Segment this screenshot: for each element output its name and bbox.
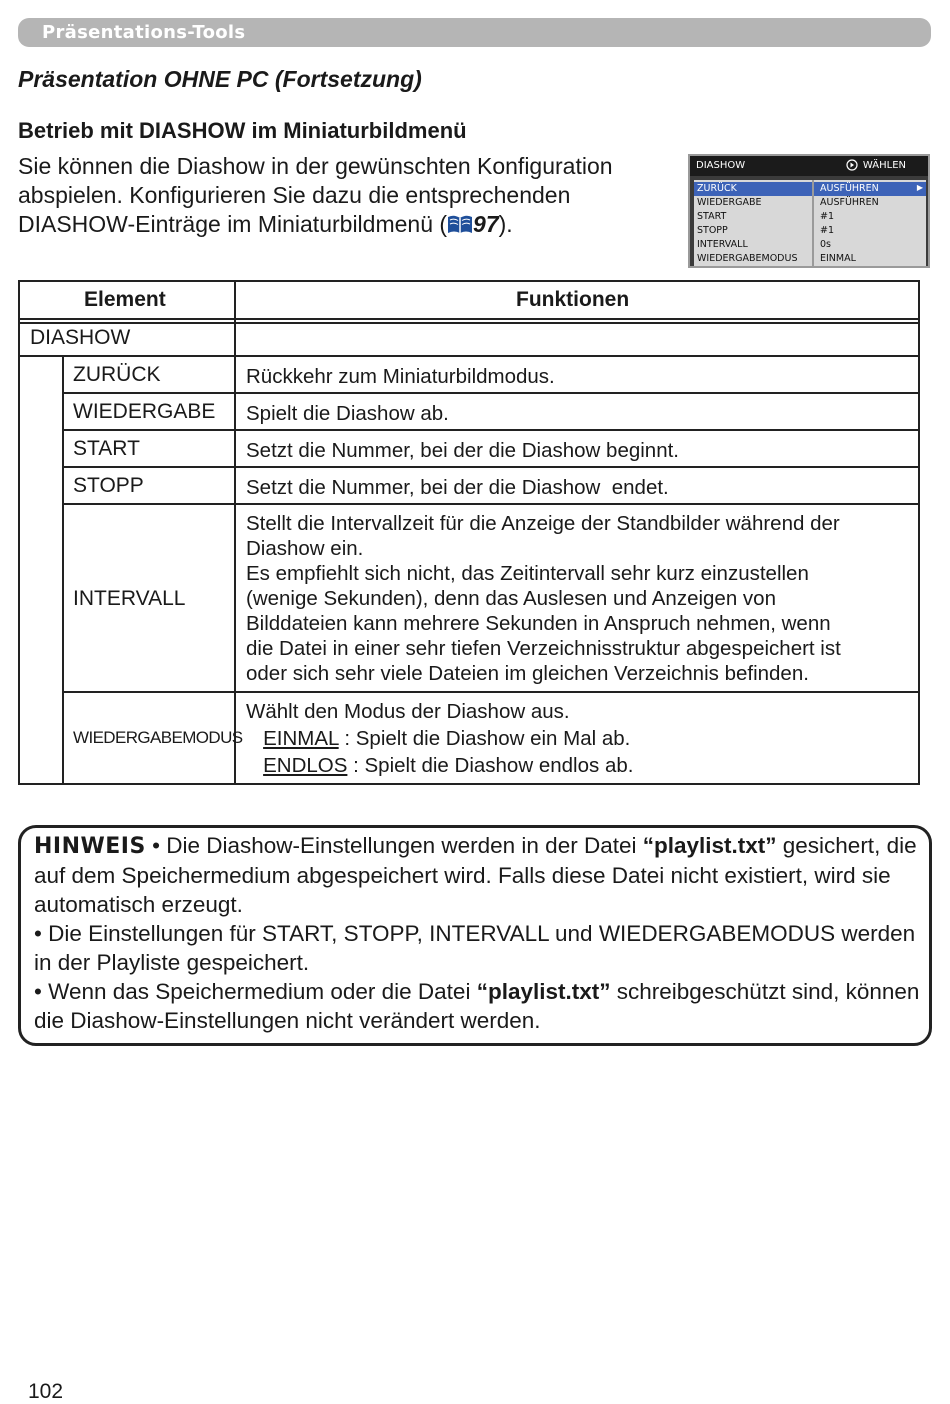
section-header-bar bbox=[18, 18, 931, 47]
function-text-line: Es empfiehlt sich nicht, das Zeitintervall sehr kurz einzustellen bbox=[246, 562, 809, 585]
element-start: START bbox=[73, 437, 140, 460]
note-box bbox=[18, 825, 932, 1046]
menu-row-value: EINMAL bbox=[820, 253, 856, 264]
function-text-line: die Datei in einer sehr tiefen Verzeichnisstruktur abgespeichert ist bbox=[246, 637, 841, 660]
header-functions: Funktionen bbox=[516, 288, 630, 311]
element-wiedergabemodus: WIEDERGABEMODUS bbox=[73, 728, 243, 747]
function-text-line: Bilddateien kann mehrere Sekunden in Anspruch nehmen, wenn bbox=[246, 612, 831, 635]
note-filename-2: “playlist.txt” bbox=[476, 979, 611, 1004]
intro-paragraph bbox=[18, 152, 678, 239]
menu-row-key: ZURÜCK bbox=[697, 183, 737, 194]
menu-select-hint: WÄHLEN bbox=[862, 160, 906, 171]
note-p3-post: schreibgeschützt sind, können die Diashow-Einstellungen nicht verändert werden. bbox=[34, 979, 920, 1033]
note-p1-post: gesichert, die auf dem Speichermedium abgespeichert wird. Falls diese Datei nicht existiert, wird sie automatisch erzeugt. bbox=[34, 833, 917, 917]
function-text-line: Wählt den Modus der Diashow aus. bbox=[246, 700, 570, 723]
note-p1-pre: • Die Diashow-Einstellungen werden in der Datei bbox=[145, 833, 643, 858]
group-diashow: DIASHOW bbox=[30, 326, 131, 349]
function-text-line: (wenige Sekunden), denn das Auslesen und Anzeigen von bbox=[246, 587, 776, 610]
table-header-rule-2 bbox=[20, 322, 918, 324]
page-number: 102 bbox=[28, 1380, 64, 1403]
intro-line-3-end: ). bbox=[498, 211, 513, 237]
option-endlos: ENDLOS bbox=[263, 754, 348, 777]
menu-row-value: AUSFÜHREN bbox=[820, 197, 879, 208]
table-row-rule bbox=[62, 429, 918, 431]
note-p3-pre: • Wenn das Speichermedium oder die Datei bbox=[34, 979, 477, 1004]
diashow-functions-table bbox=[18, 280, 920, 785]
option-desc: : Spielt die Diashow endlos ab. bbox=[347, 754, 634, 777]
menu-row-value: #1 bbox=[820, 211, 835, 222]
menu-row-key: WIEDERGABE bbox=[697, 197, 762, 208]
arrow-right-icon: ▶ bbox=[916, 183, 923, 192]
menu-row-key: WIEDERGABEMODUS bbox=[697, 253, 798, 264]
menu-header bbox=[690, 156, 928, 176]
menu-body bbox=[694, 180, 926, 266]
table-row-rule bbox=[62, 466, 918, 468]
element-zurueck: ZURÜCK bbox=[73, 363, 161, 386]
intro-line-2: abspielen. Konfigurieren Sie dazu die entsprechenden bbox=[18, 182, 571, 208]
diashow-menu-screenshot bbox=[688, 154, 930, 268]
select-button-icon bbox=[846, 159, 858, 171]
function-start: Setzt die Nummer, bei der die Diashow beginnt. bbox=[246, 439, 680, 462]
element-stopp: STOPP bbox=[73, 474, 144, 497]
subsection-title: Betrieb mit DIASHOW im Miniaturbildmenü bbox=[18, 118, 467, 143]
menu-row-stopp[interactable] bbox=[694, 224, 926, 238]
note-p2: • Die Einstellungen für START, STOPP, INTERVALL und WIEDERGABEMODUS werden in der Playliste gespeichert. bbox=[34, 921, 916, 975]
element-wiedergabe: WIEDERGABE bbox=[73, 400, 216, 423]
menu-row-intervall[interactable] bbox=[694, 238, 926, 252]
table-row-rule bbox=[20, 355, 918, 357]
note-filename: “playlist.txt” bbox=[642, 833, 777, 858]
function-zurueck: Rückkehr zum Miniaturbildmodus. bbox=[246, 365, 555, 388]
section-header-label: Präsentations-Tools bbox=[42, 22, 246, 43]
menu-row-value: #1 bbox=[820, 225, 835, 236]
menu-row-value: 0s bbox=[820, 239, 831, 250]
option-einmal: EINMAL bbox=[263, 727, 339, 750]
page-reference-link[interactable]: 97 bbox=[473, 211, 499, 237]
intro-line-1: Sie können die Diashow in der gewünschten Konfiguration bbox=[18, 153, 613, 179]
note-tag: HINWEIS bbox=[34, 834, 146, 859]
table-row-rule bbox=[62, 392, 918, 394]
table-row-rule bbox=[62, 691, 918, 693]
menu-row-wiedergabe[interactable] bbox=[694, 196, 926, 210]
menu-row-key: START bbox=[697, 211, 727, 222]
element-intervall: INTERVALL bbox=[73, 587, 186, 610]
table-column-divider bbox=[234, 282, 236, 783]
function-wiedergabemodus bbox=[246, 698, 916, 779]
menu-row-zurueck[interactable] bbox=[694, 182, 926, 196]
function-stopp: Setzt die Nummer, bei der die Diashow endet. bbox=[246, 476, 669, 499]
function-intervall bbox=[246, 511, 916, 686]
function-text-line: Stellt die Intervallzeit für die Anzeige der Standbilder während der bbox=[246, 512, 840, 535]
header-element: Element bbox=[84, 288, 166, 311]
function-wiedergabe: Spielt die Diashow ab. bbox=[246, 402, 449, 425]
menu-row-value: AUSFÜHREN bbox=[820, 183, 879, 194]
menu-title: DIASHOW bbox=[696, 160, 746, 171]
menu-row-wiedergabemodus[interactable] bbox=[694, 252, 926, 266]
function-text-line: oder sich sehr viele Dateien im gleichen Verzeichnis befinden. bbox=[246, 662, 809, 685]
section-title: Präsentation OHNE PC (Fortsetzung) bbox=[18, 66, 422, 92]
intro-line-3: DIASHOW-Einträge im Miniaturbildmenü ( bbox=[18, 211, 448, 237]
menu-row-key: INTERVALL bbox=[697, 239, 748, 250]
table-header-rule bbox=[20, 318, 918, 320]
menu-row-key: STOPP bbox=[697, 225, 728, 236]
note-text bbox=[34, 831, 924, 1035]
menu-row-start[interactable] bbox=[694, 210, 926, 224]
option-desc: : Spielt die Diashow ein Mal ab. bbox=[338, 727, 631, 750]
function-text-line: Diashow ein. bbox=[246, 537, 364, 560]
table-row-rule bbox=[62, 503, 918, 505]
menu-column-divider bbox=[812, 180, 814, 266]
table-indent-divider bbox=[62, 355, 64, 783]
book-reference-icon bbox=[447, 214, 473, 234]
